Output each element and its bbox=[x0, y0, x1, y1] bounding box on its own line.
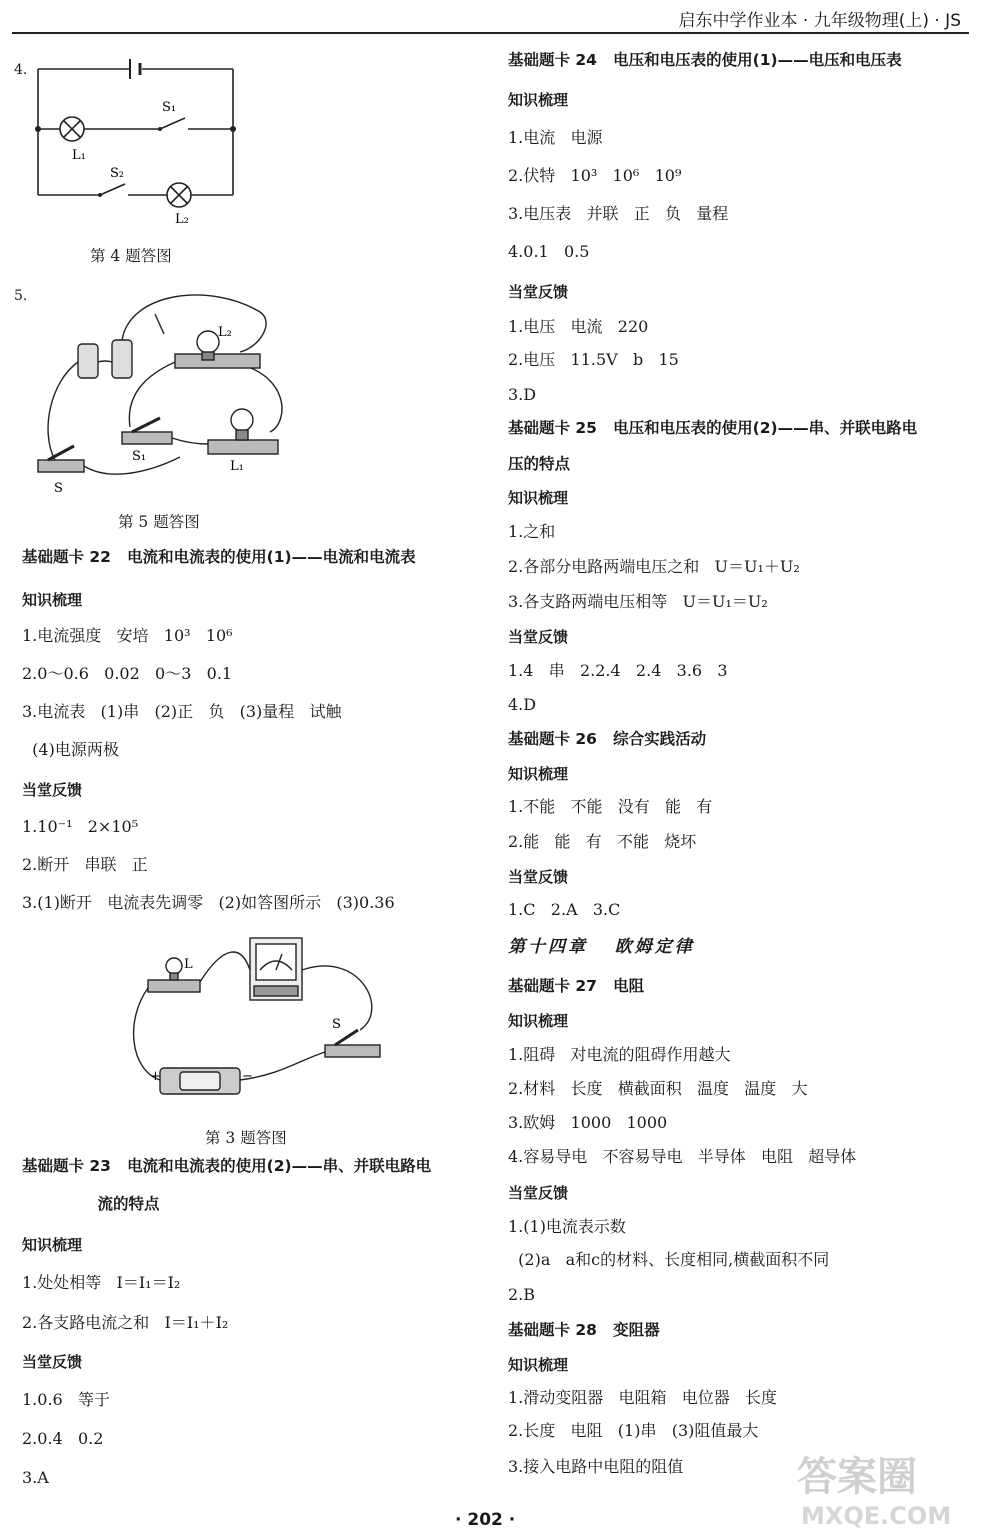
header-title: 启东中学作业本 · 九年级物理(上) · JS bbox=[678, 11, 961, 31]
q4-label-s1: S₁ bbox=[162, 100, 177, 115]
left-column-line: 2.断开 串联 正 bbox=[22, 855, 148, 874]
right-column-line: 1.滑动变阻器 电阻箱 电位器 长度 bbox=[508, 1388, 778, 1407]
right-column-line: 基础题卡 25 电压和电压表的使用(2)——串、并联电路电 bbox=[508, 419, 918, 437]
right-column-line: 2.材料 长度 横截面积 温度 温度 大 bbox=[508, 1079, 808, 1098]
watermark-line1: 答案圈 bbox=[797, 1454, 917, 1500]
right-column-line: 基础题卡 24 电压和电压表的使用(1)——电压和电压表 bbox=[508, 51, 902, 69]
right-column-line: 2.长度 电阻 (1)串 (3)阻值最大 bbox=[508, 1421, 759, 1440]
left-column-line: 基础题卡 22 电流和电流表的使用(1)——电流和电流表 bbox=[22, 548, 416, 566]
right-column-line: 1.电压 电流 220 bbox=[508, 317, 649, 336]
q4-label-s2: S₂ bbox=[110, 166, 125, 181]
right-column-line: 2.电压 11.5V b 15 bbox=[508, 350, 679, 369]
q4-label-l2: L₂ bbox=[175, 212, 189, 227]
q4-caption: 第 4 题答图 bbox=[90, 247, 172, 265]
q3-caption: 第 3 题答图 bbox=[205, 1129, 287, 1147]
right-column-line: 知识梳理 bbox=[508, 765, 569, 783]
q3-label-minus: − bbox=[242, 1069, 253, 1084]
left-column-line: 知识梳理 bbox=[22, 591, 83, 609]
left-column-line: 2.0.4 0.2 bbox=[22, 1429, 104, 1448]
page-number: · 202 · bbox=[455, 1510, 516, 1530]
right-column-line: 4.容易导电 不容易导电 半导体 电阻 超导体 bbox=[508, 1147, 857, 1166]
right-column-line: 2.能 能 有 不能 烧坏 bbox=[508, 832, 697, 851]
q3-wiring-diagram bbox=[130, 930, 390, 1110]
q5-label-l1: L₁ bbox=[230, 459, 244, 474]
q4-label-l1: L₁ bbox=[72, 148, 86, 163]
right-column-line: 1.4 串 2.2.4 2.4 3.6 3 bbox=[508, 661, 728, 680]
right-column-line: 基础题卡 27 电阻 bbox=[508, 977, 645, 995]
right-column-line: 1.阻碍 对电流的阻碍作用越大 bbox=[508, 1045, 731, 1064]
q5-number: 5. bbox=[14, 288, 28, 304]
left-column-line: (4)电源两极 bbox=[22, 740, 119, 759]
q3-label-l: L bbox=[184, 957, 193, 972]
right-column-line: 知识梳理 bbox=[508, 91, 569, 109]
left-column-line: 3.(1)断开 电流表先调零 (2)如答图所示 (3)0.36 bbox=[22, 893, 395, 912]
left-column-line: 当堂反馈 bbox=[22, 781, 83, 799]
left-column-line: 1.10⁻¹ 2×10⁵ bbox=[22, 817, 139, 836]
watermark-line2: MXQE.COM bbox=[801, 1502, 952, 1530]
right-column-line: 1.(1)电流表示数 bbox=[508, 1217, 626, 1236]
q5-label-l2: L₂ bbox=[218, 325, 232, 340]
left-column-line: 3.A bbox=[22, 1468, 49, 1487]
right-column-line: 当堂反馈 bbox=[508, 283, 569, 301]
right-column-line: 2.各部分电路两端电压之和 U＝U₁＋U₂ bbox=[508, 557, 800, 576]
left-column-line: 知识梳理 bbox=[22, 1236, 83, 1254]
q5-label-s1: S₁ bbox=[132, 449, 147, 464]
left-column-line: 当堂反馈 bbox=[22, 1353, 83, 1371]
right-column-line: 知识梳理 bbox=[508, 1012, 569, 1030]
right-column-line: 第十四章 欧姆定律 bbox=[508, 937, 695, 957]
page-header bbox=[0, 0, 981, 34]
right-column-line: 3.D bbox=[508, 385, 537, 404]
right-column-line: 当堂反馈 bbox=[508, 628, 569, 646]
q5-caption: 第 5 题答图 bbox=[118, 513, 200, 531]
right-column-line: 知识梳理 bbox=[508, 489, 569, 507]
left-column-line: 2.各支路电流之和 I＝I₁＋I₂ bbox=[22, 1313, 229, 1332]
right-column-line: 1.不能 不能 没有 能 有 bbox=[508, 797, 713, 816]
left-column-line: 2.0～0.6 0.02 0～3 0.1 bbox=[22, 664, 233, 683]
right-column-line: 基础题卡 26 综合实践活动 bbox=[508, 730, 707, 748]
right-column-line: 2.伏特 10³ 10⁶ 10⁹ bbox=[508, 166, 682, 185]
right-column-line: 3.各支路两端电压相等 U＝U₁＝U₂ bbox=[508, 592, 768, 611]
left-column-line: 1.处处相等 I＝I₁＝I₂ bbox=[22, 1273, 181, 1292]
q5-wiring-diagram bbox=[30, 282, 300, 502]
right-column-line: 基础题卡 28 变阻器 bbox=[508, 1321, 660, 1339]
left-column-line: 3.电流表 (1)串 (2)正 负 (3)量程 试触 bbox=[22, 702, 342, 721]
right-column-line: 当堂反馈 bbox=[508, 868, 569, 886]
q3-label-plus: + bbox=[150, 1069, 161, 1084]
right-column-line: 4.D bbox=[508, 695, 537, 714]
left-column-line: 1.电流强度 安培 10³ 10⁶ bbox=[22, 626, 233, 645]
q4-number: 4. bbox=[14, 62, 28, 78]
left-column-line: 基础题卡 23 电流和电流表的使用(2)——串、并联电路电 bbox=[22, 1157, 432, 1175]
q4-circuit-diagram bbox=[30, 55, 240, 230]
left-column-line: 流的特点 bbox=[22, 1195, 160, 1213]
right-column-line: 4.0.1 0.5 bbox=[508, 242, 590, 261]
right-column-line: 2.B bbox=[508, 1285, 536, 1304]
right-column-line: 3.欧姆 1000 1000 bbox=[508, 1113, 668, 1132]
q5-label-s: S bbox=[54, 481, 63, 496]
right-column-line: 压的特点 bbox=[508, 455, 571, 473]
watermark-logo bbox=[787, 1440, 967, 1532]
right-column-line: 1.之和 bbox=[508, 522, 556, 541]
right-column-line: 1.C 2.A 3.C bbox=[508, 900, 621, 919]
header-rule bbox=[12, 32, 969, 34]
q3-label-s: S bbox=[332, 1017, 341, 1032]
right-column-line: 1.电流 电源 bbox=[508, 128, 603, 147]
right-column-line: 知识梳理 bbox=[508, 1356, 569, 1374]
left-column-line: 1.0.6 等于 bbox=[22, 1390, 110, 1409]
right-column-line: (2)a a和c的材料、长度相同,横截面积不同 bbox=[508, 1250, 830, 1269]
right-column-line: 3.电压表 并联 正 负 量程 bbox=[508, 204, 729, 223]
right-column-line: 当堂反馈 bbox=[508, 1184, 569, 1202]
right-column-line: 3.接入电路中电阻的阻值 bbox=[508, 1457, 684, 1476]
